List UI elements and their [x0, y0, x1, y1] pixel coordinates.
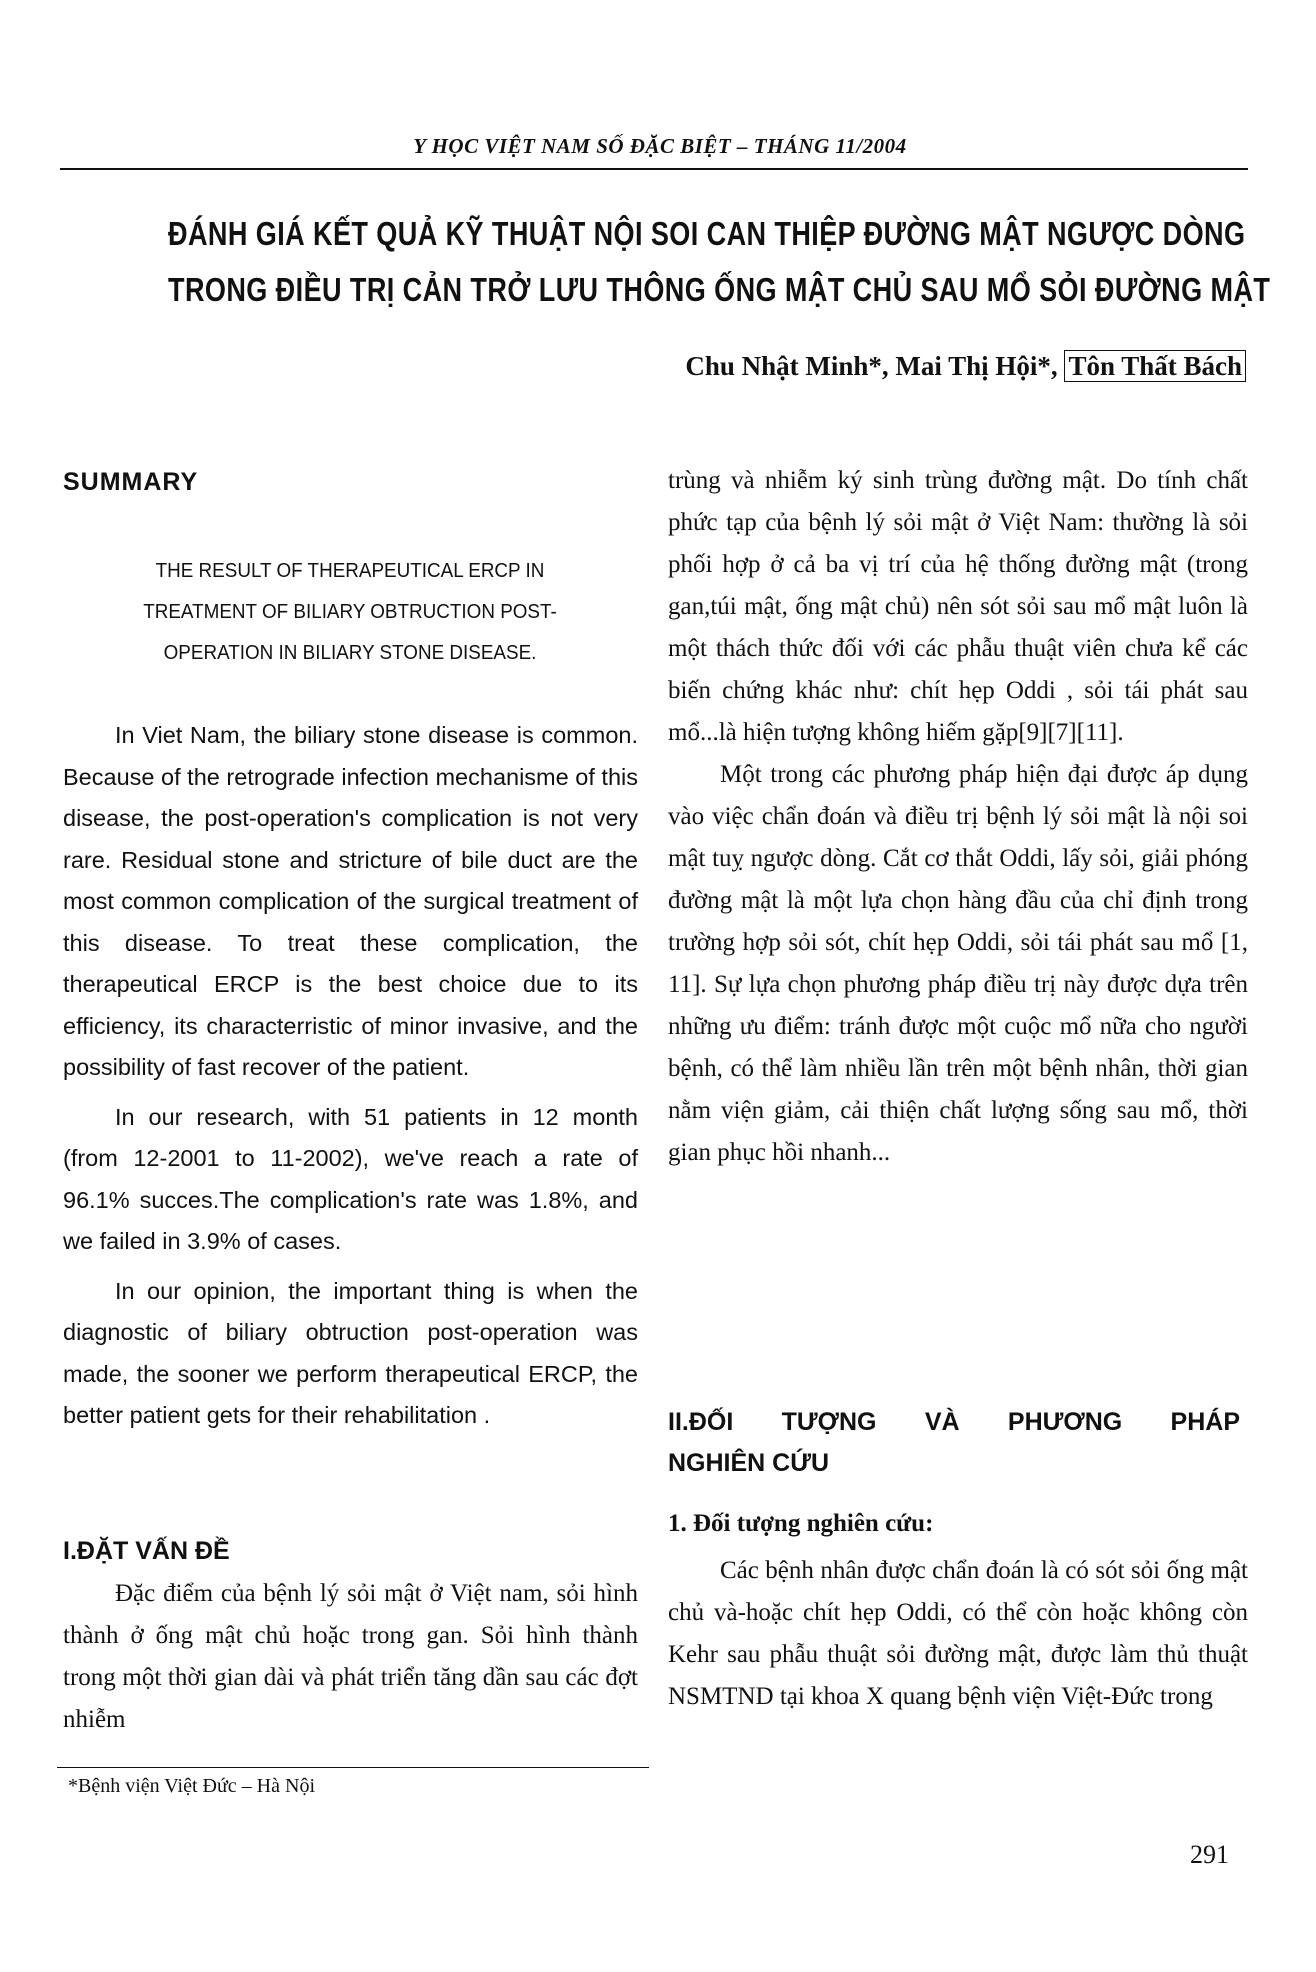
summary-paragraph: In our research, with 51 patients in 12 month (from 12-2001 to 11-2002), we've reach a rate of 96.1% succes.The complication's rate was 1.8%, and we failed in 3.9% of cases. — [63, 1103, 638, 1254]
summary-paragraph: In our opinion, the important thing is when the diagnostic of biliary obtruction post-operation was made, the sooner we perform therapeutical ERCP, the better patient gets for their rehabilitation . — [63, 1277, 638, 1428]
summary-heading: SUMMARY — [63, 468, 199, 496]
summary-body — [63, 715, 638, 1445]
section-1-body — [63, 1573, 638, 1741]
article-title-line-2: TRONG ĐIỀU TRỊ CẢN TRỞ LƯU THÔNG ỐNG MẬT CHỦ SAU MỔ SỎI ĐƯỜNG MẬT — [168, 271, 1271, 308]
page-number: 291 — [1190, 1840, 1229, 1869]
section-1-heading: I.ĐẶT VẤN ĐỀ — [63, 1537, 230, 1565]
section-2-heading-line-2: NGHIÊN CỨU — [668, 1449, 830, 1477]
article-title-line-1: ĐÁNH GIÁ KẾT QUẢ KỸ THUẬT NỘI SOI CAN THIỆP ĐƯỜNG MẬT NGƯỢC DÒNG — [168, 215, 1246, 252]
paragraph-continued: trùng và nhiễm ký sinh trùng đường mật. Do tính chất phức tạp của bệnh lý sỏi mật ở Việt Nam: thường là sỏi phối hợp ở cả ba vị trí của hệ thống đường mật (trong gan,túi mật, ống mật chủ) nên sót sỏi sau mổ mật luôn là một thách thức đối với các phẫu thuật viên chưa kể các biến chứng khác như: chít hẹp Oddi , sỏi tái phát sau mổ...là hiện tượng không hiếm gặp[9][7][11]. — [668, 467, 1248, 746]
section-2-heading-line-1: II.ĐỐI TƯỢNG VÀ PHƯƠNG PHÁP — [668, 1408, 1240, 1436]
summary-title: THE RESULT OF THERAPEUTICAL ERCP IN TREATMENT OF BILIARY OBTRUCTION POST-OPERATION IN BILIARY STONE DISEASE. — [143, 559, 557, 664]
section-2-heading — [668, 1402, 1240, 1484]
authors — [685, 351, 1246, 382]
subsection-1-heading: 1. Đối tượng nghiên cứu: — [668, 1510, 934, 1537]
header-rule — [60, 168, 1248, 170]
subsection-1-paragraph: Các bệnh nhân được chẩn đoán là có sót sỏi ống mật chủ và-hoặc chít hẹp Oddi, có thể còn hoặc không còn Kehr sau phẫu thuật sỏi đường mật, được làm thủ thuật NSMTND tại khoa X quang bệnh viện Việt-Đức trong — [668, 1557, 1248, 1710]
author-boxed: Tôn Thất Bách — [1064, 350, 1246, 382]
subsection-1-body — [668, 1550, 1248, 1718]
footnote: *Bệnh viện Việt Đức – Hà Nội — [68, 1775, 316, 1797]
authors-plain: Chu Nhật Minh*, Mai Thị Hội*, — [685, 351, 1065, 381]
footnote-rule — [57, 1767, 649, 1768]
summary-paragraph: In Viet Nam, the biliary stone disease is common. Because of the retrograde infection mechanisme of this disease, the post-operation's complication is not very rare. Residual stone and stricture of bile duct are the most common complication of the surgical treatment of this disease. To treat these complication, the therapeutical ERCP is the best choice due to its efficiency, its characterristic of minor invasive, and the possibility of fast recover of the patient. — [63, 722, 638, 1080]
paragraph: Một trong các phương pháp hiện đại được áp dụng vào việc chẩn đoán và điều trị bệnh lý sỏi mật là nội soi mật tuỵ ngược dòng. Cắt cơ thắt Oddi, lấy sỏi, giải phóng đường mật là một lựa chọn hàng đầu của chỉ định trong trường hợp sỏi sót, chít hẹp Oddi, sỏi tái phát sau mổ [1, 11]. Sự lựa chọn phương pháp điều trị này được dựa trên những ưu điểm: tránh được một cuộc mổ nữa cho người bệnh, có thể làm nhiều lần trên một bệnh nhân, thời gian nằm viện giảm, cải thiện chất lượng sống sau mổ, thời gian phục hồi nhanh... — [668, 761, 1248, 1166]
running-head: Y HỌC VIỆT NAM SỐ ĐẶC BIỆT – THÁNG 11/2004 — [413, 134, 907, 158]
section-1-paragraph: Đặc điểm của bệnh lý sỏi mật ở Việt nam, sỏi hình thành ở ống mật chủ hoặc trong gan. Sỏi hình thành trong một thời gian dài và phát triển tăng dần sau các đợt nhiễm — [63, 1580, 638, 1733]
right-column-body — [668, 460, 1248, 1174]
